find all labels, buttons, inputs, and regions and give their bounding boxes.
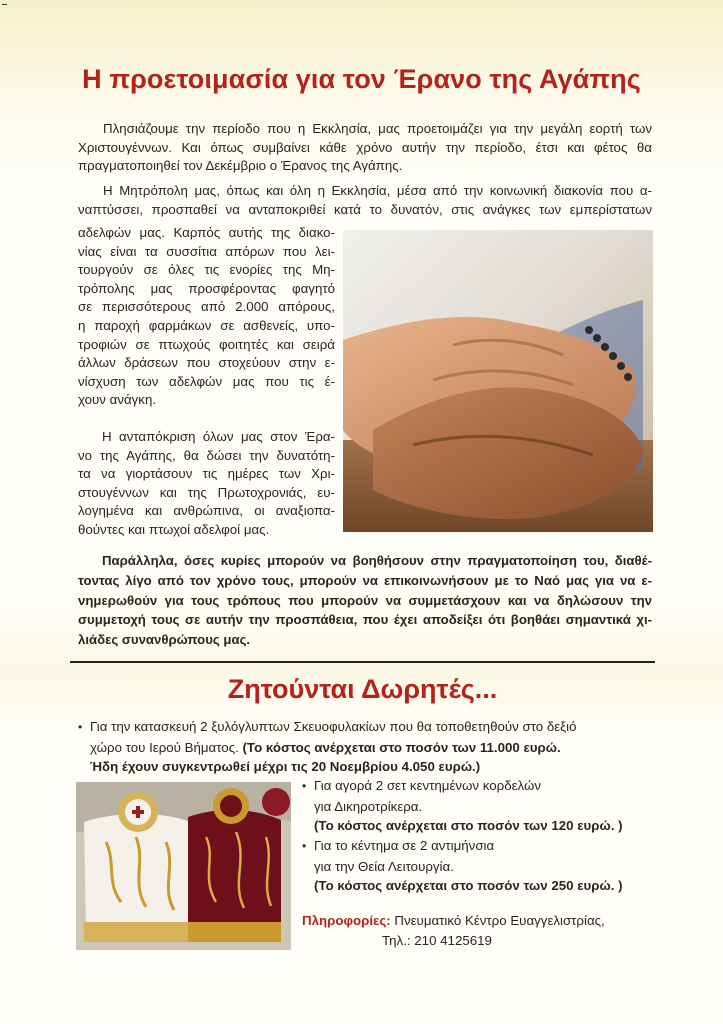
section-divider	[70, 661, 655, 663]
intro-paragraph-3-column	[78, 428, 335, 540]
text-line: πραγματοποιηθεί τον Δεκέμβριο ο Έρανος της Αγάπης.	[78, 158, 403, 174]
contact-info	[302, 911, 662, 950]
intro-paragraph-2-column	[78, 224, 335, 410]
text-line: τοντας λίγο από τον χρόνο τους, μπορούν να επικοινωνήσουν με το Ναό μας για να ε-	[78, 572, 652, 588]
text-line: η παροχή φαρμάκων σε ασθενείς, υπο-	[78, 317, 335, 333]
text-line: συμμετοχή τους σε αυτήν την προσπάθεια, που έχει αποδείξει ότι βοηθάει σημαντικά χι-	[78, 612, 652, 628]
text-line: νημερωθούν για τους τρόπους που μπορούν να συμμετάσχουν και να δηλώσουν την	[78, 592, 652, 608]
intro-paragraph-1	[78, 120, 652, 139]
item-3-cost: (Το κόστος ανέρχεται στο ποσόν των 250 ευρώ. )	[314, 878, 623, 893]
item-1-cost: (Το κόστος ανέρχεται στο ποσόν των 11.000 ευρώ.	[242, 739, 561, 755]
corner-mark	[2, 4, 7, 5]
text-line: ναπτύσσει, προσπαθεί να ανταποκριθεί κατά το δυνατόν, στις ανάγκες των εμπερίστατων	[78, 201, 652, 217]
text-line: τα να γιορτάσουν τις ημέρες των Χρι-	[78, 466, 335, 482]
text-line: σε περισσότερους από 2.000 απόρους,	[78, 299, 335, 315]
page-title: Η προετοιμασία για τον Έρανο της Αγάπης	[82, 64, 641, 94]
text-line: χουν ανάγκη.	[78, 392, 157, 408]
info-phone: Τηλ.: 210 4125619	[382, 932, 492, 948]
holding-hands-photo	[343, 230, 653, 532]
text-line: Πλησιάζουμε την περίοδο που η Εκκλησία, μας προετοιμάζει για την μεγάλη εορτή των	[103, 121, 652, 136]
text-line: Η ανταπόκριση όλων μας στον Έρα-	[102, 429, 335, 444]
text-line: τουργούν σε όλες τις ενορίες της Μη-	[78, 262, 335, 278]
embroidered-vestments-photo	[76, 782, 291, 950]
item-1-line-1: Για την κατασκευή 2 ξυλόγλυπτων Σκευοφυλακίων που θα τοποθετηθούν στο δεξιό	[90, 719, 577, 734]
bullet-icon: •	[78, 720, 83, 734]
intro-paragraph-2-cont	[78, 201, 652, 220]
text-line: στουγέννων και της Πρωτοχρονιάς, ευ-	[78, 484, 335, 500]
text-line: τρόπολης μας προσφέροντας φαγητό	[78, 280, 335, 296]
text-line: Παράλληλα, όσες κυρίες μπορούν να βοηθήσουν στην πραγματοποίηση του, διαθέ-	[102, 553, 652, 568]
info-place: Πνευματικό Κέντρο Ευαγγελιστρίας,	[390, 913, 605, 928]
text-line: αδελφών μας. Καρπός αυτής της διακο-	[78, 225, 335, 240]
bullet-icon: •	[302, 839, 307, 853]
item-2-line-2: για Δικηροτρίκερα.	[314, 798, 423, 814]
embroidered-vestments-illustration	[76, 782, 291, 950]
text-line: λογημένα και ανθρώπινα, οι αναξιοπα-	[78, 503, 335, 519]
text-line: νίσχυση των αδελφών μας που τις έ-	[78, 373, 335, 389]
donation-item-2	[302, 776, 662, 836]
donors-title: Ζητούνται Δωρητές...	[227, 674, 498, 704]
text-line: Η Μητρόπολη μας, όπως και όλη η Εκκλησία, μέσα από την κοινωνική διακονία που α-	[103, 183, 652, 198]
bullet-icon: •	[302, 779, 307, 793]
donation-item-3	[302, 836, 662, 896]
text-line: θούντες και πτωχοί αδελφοί μας.	[78, 521, 270, 537]
intro-paragraph-1-end	[78, 157, 652, 176]
item-2-line-1: Για αγορά 2 σετ κεντημένων κορδελών	[314, 778, 542, 793]
item-3-line-1: Για το κέντημα σε 2 αντιμήνσια	[314, 838, 495, 853]
text-line: Χριστουγέννων. Και όπως συμβαίνει κάθε χρόνο αυτήν την περίοδο, έτσι και φέτος θα	[78, 139, 652, 155]
volunteer-paragraph	[78, 551, 652, 650]
intro-paragraph-1-cont	[78, 139, 652, 158]
text-line: άλλων δράσεων που στοχεύουν στην ε-	[78, 355, 335, 371]
text-line: λιάδες συνανθρώπους μας.	[78, 632, 251, 648]
item-1-line-2: χώρο του Ιερού Βήματος.	[90, 739, 243, 755]
item-1-collected: Ήδη έχουν συγκεντρωθεί μέχρι τις 20 Νοεμβρίου 4.050 ευρώ.)	[90, 759, 481, 774]
intro-paragraph-2	[103, 182, 652, 201]
text-line: νο της Αγάπης, θα δώσει την δυνατότη-	[78, 447, 335, 463]
text-line: νίας είναι τα συσσίτια απόρων που λει-	[78, 243, 335, 259]
info-label: Πληροφορίες:	[302, 913, 391, 928]
item-3-line-2: για την Θεία Λειτουργία.	[314, 858, 454, 874]
holding-hands-illustration	[343, 230, 653, 532]
donation-item-1	[78, 717, 658, 777]
item-2-cost: (Το κόστος ανέρχεται στο ποσόν των 120 ευρώ. )	[314, 818, 623, 833]
text-line: τροφιών σε πτωχούς φοιτητές και σειρά	[78, 336, 335, 352]
